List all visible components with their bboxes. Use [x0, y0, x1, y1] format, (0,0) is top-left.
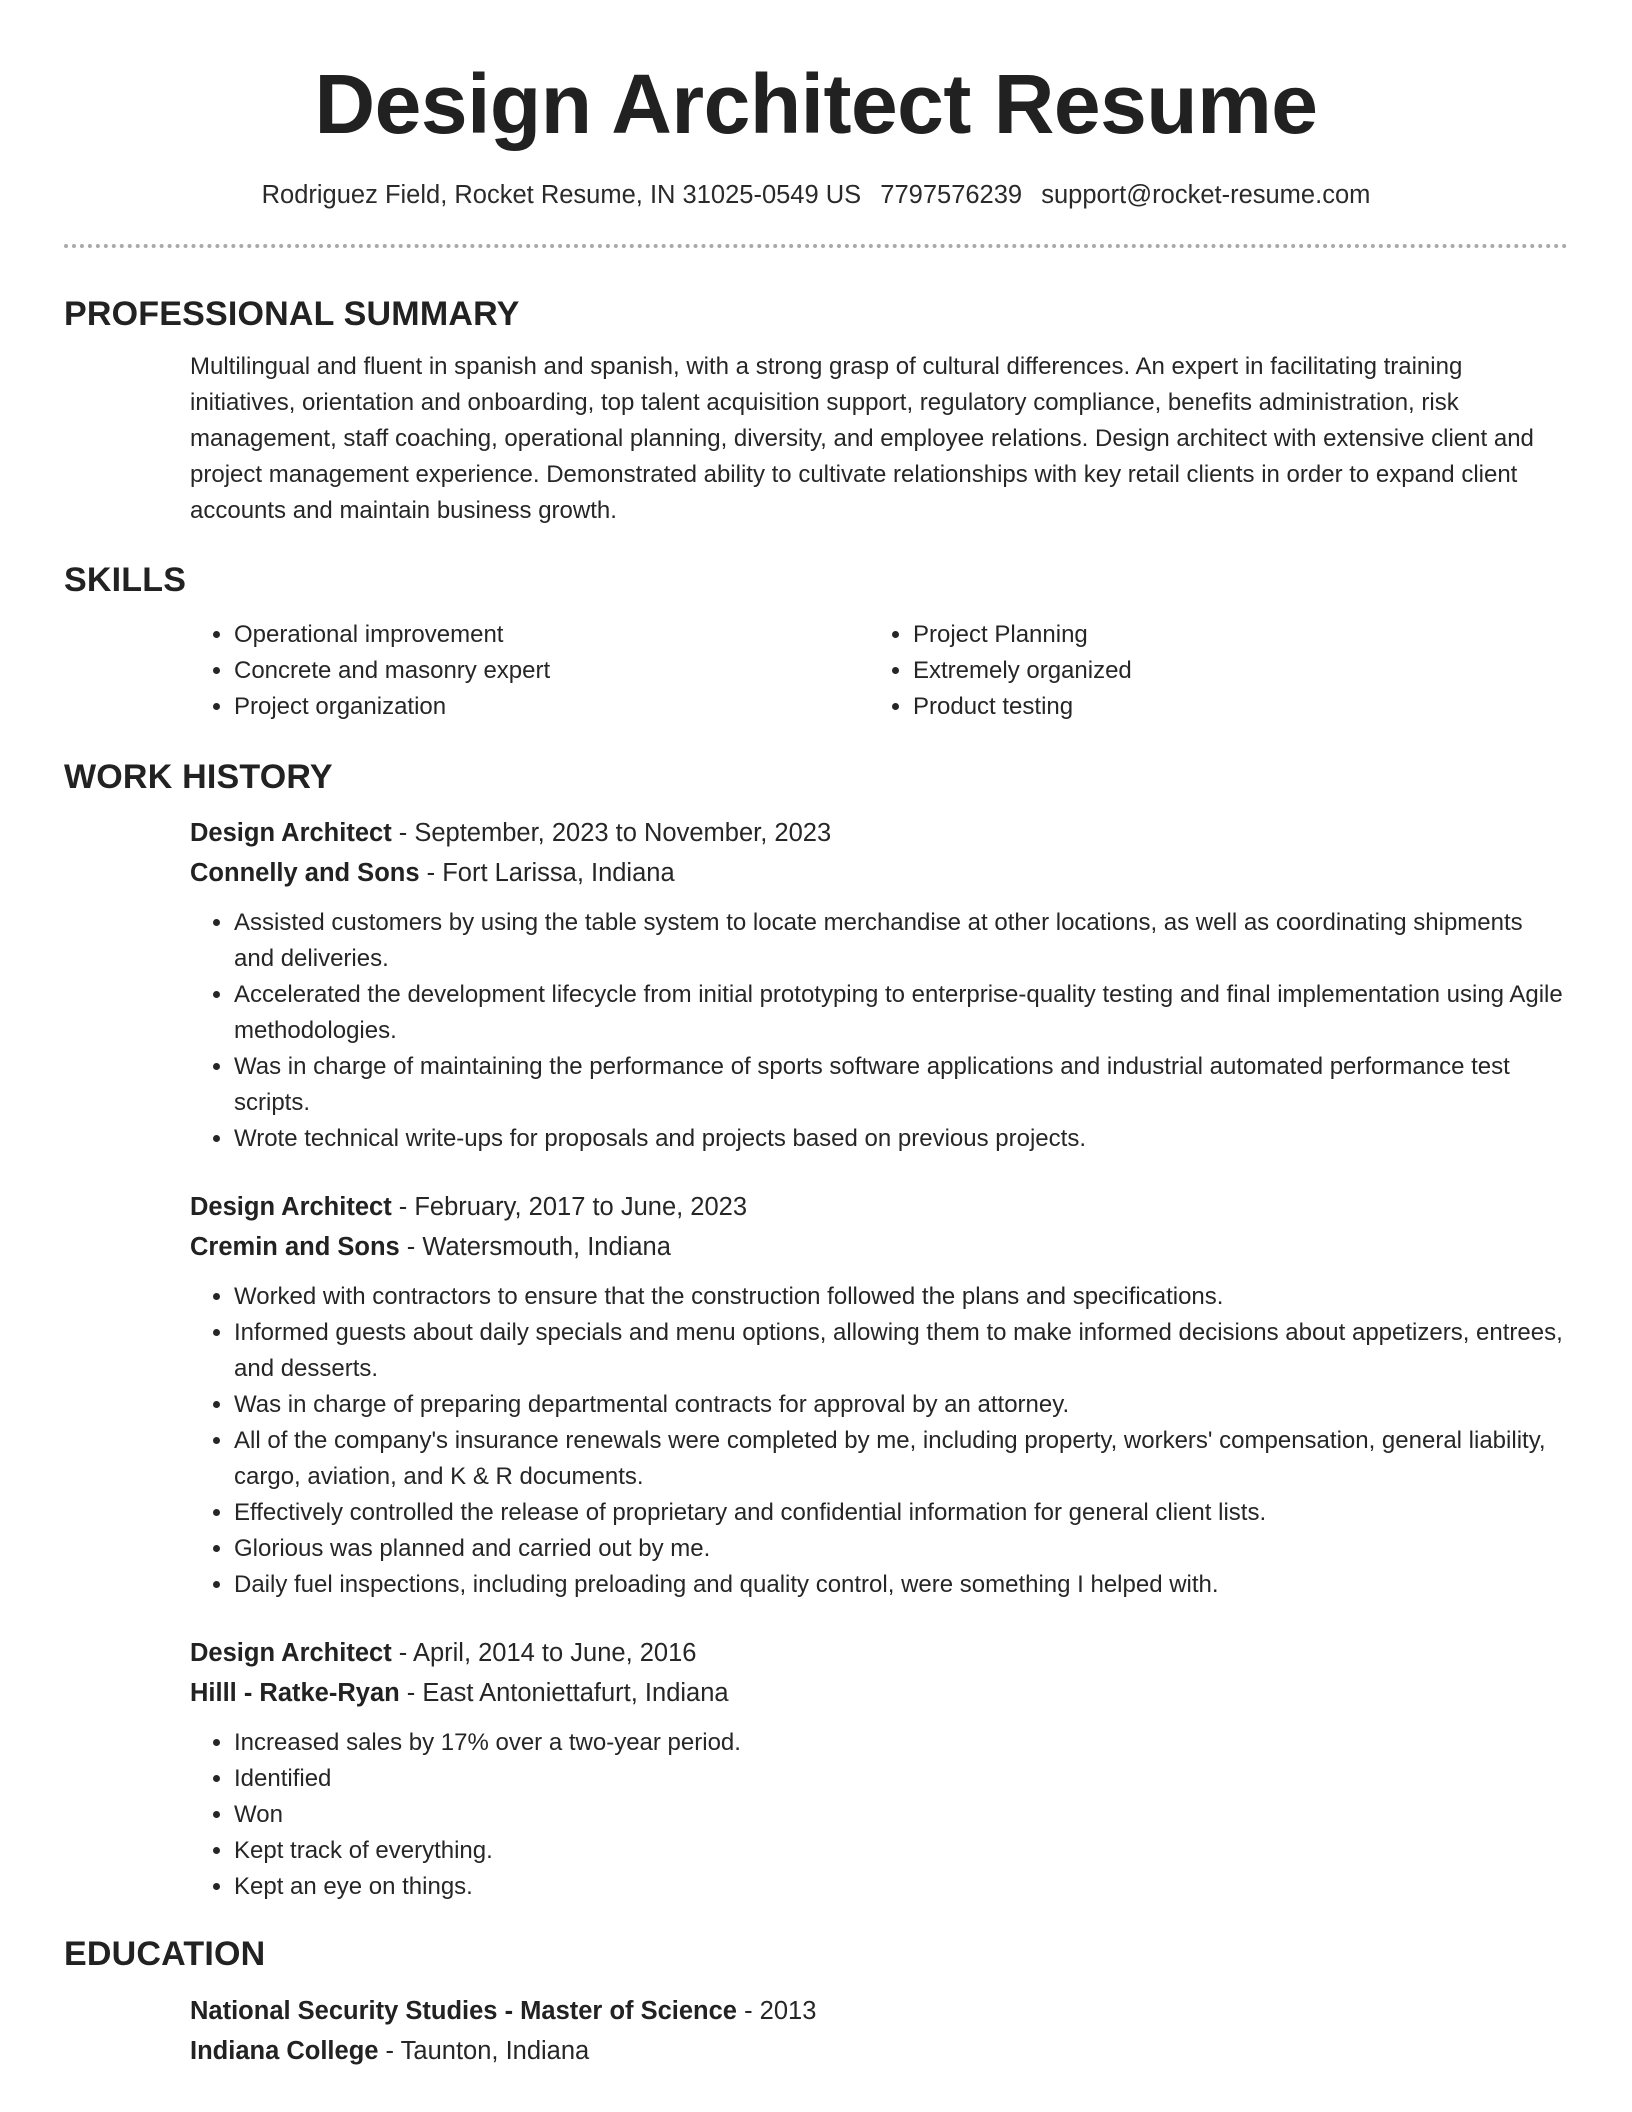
job-entry — [190, 1633, 1568, 1905]
job-title: Design Architect — [190, 1193, 392, 1221]
job-bullet: • Kept track of everything. — [234, 1833, 1568, 1869]
job-bullets — [64, 905, 1568, 1157]
job-bullet: • Increased sales by 17% over a two-year period. — [234, 1725, 1568, 1761]
skill-item: • Project organization — [234, 689, 869, 725]
job-title: Design Architect — [190, 1639, 392, 1667]
job-company-line — [190, 1227, 1568, 1267]
contact-address: Rodriguez Field, Rocket Resume, IN 31025-0549 US — [261, 181, 862, 209]
job-dates: - February, 2017 to June, 2023 — [391, 1193, 748, 1221]
job-location: - Watersmouth, Indiana — [399, 1233, 671, 1261]
skills-column-left — [190, 617, 869, 725]
skill-item: • Project Planning — [913, 617, 1509, 653]
job-entry — [190, 813, 1568, 1157]
job-bullet: • Glorious was planned and carried out by me. — [234, 1531, 1568, 1567]
job-bullet: • Worked with contractors to ensure that the construction followed the plans and specifications. — [234, 1279, 1568, 1315]
summary-heading: PROFESSIONAL SUMMARY — [64, 295, 520, 333]
job-company-line — [190, 1673, 1568, 1713]
job-bullet: • All of the company's insurance renewals were completed by me, including property, workers' compensation, general liability, cargo, aviation, and K & R documents. — [234, 1423, 1568, 1495]
job-title-line — [190, 1187, 1568, 1227]
education-entry — [190, 1991, 1568, 2071]
job-bullet: • Wrote technical write-ups for proposals and projects based on previous projects. — [234, 1121, 1568, 1157]
education-degree: National Security Studies - Master of Science — [190, 1997, 737, 2025]
job-bullet: • Was in charge of preparing departmental contracts for approval by an attorney. — [234, 1387, 1568, 1423]
skill-item: • Operational improvement — [234, 617, 869, 653]
resume-title: Design Architect Resume — [314, 57, 1318, 151]
job-title-line — [190, 813, 1568, 853]
job-bullet: • Won — [234, 1797, 1568, 1833]
work-history-heading: WORK HISTORY — [64, 758, 333, 796]
education-year: - 2013 — [737, 1997, 817, 2025]
job-title: Design Architect — [190, 819, 392, 847]
skills-heading: SKILLS — [64, 561, 187, 599]
education-heading: EDUCATION — [64, 1935, 266, 1973]
job-bullet: • Effectively controlled the release of proprietary and confidential information for general client lists. — [234, 1495, 1568, 1531]
job-bullet: • Was in charge of maintaining the performance of sports software applications and industrial automated performance test scripts. — [234, 1049, 1568, 1121]
job-location: - East Antoniettafurt, Indiana — [399, 1679, 729, 1707]
job-location: - Fort Larissa, Indiana — [419, 859, 675, 887]
job-company: Connelly and Sons — [190, 859, 420, 887]
skills-list — [190, 617, 1568, 725]
contact-email: support@rocket-resume.com — [1041, 181, 1371, 209]
education-location: - Taunton, Indiana — [378, 2037, 590, 2065]
contact-phone: 7797576239 — [880, 181, 1023, 209]
education-school-line — [190, 2031, 1568, 2071]
resume-page — [64, 0, 1568, 2071]
job-bullets — [64, 1279, 1568, 1603]
job-bullet: • Daily fuel inspections, including preloading and quality control, were something I helped with. — [234, 1567, 1568, 1603]
job-entry — [190, 1187, 1568, 1603]
job-bullet: • Informed guests about daily specials and menu options, allowing them to make informed decisions about appetizers, entrees, and desserts. — [234, 1315, 1568, 1387]
job-bullet: • Identified — [234, 1761, 1568, 1797]
job-company: Hilll - Ratke-Ryan — [190, 1679, 400, 1707]
job-title-line — [190, 1633, 1568, 1673]
skills-column-right — [869, 617, 1509, 725]
skill-item: • Concrete and masonry expert — [234, 653, 869, 689]
header-divider — [64, 244, 1568, 248]
job-dates: - September, 2023 to November, 2023 — [391, 819, 832, 847]
summary-text: Multilingual and fluent in spanish and spanish, with a strong grasp of cultural differences. An expert in facilitating training initiatives, orientation and onboarding, top talent acquisition support, regulatory compliance, benefits administration, risk management, staff coaching, operational planning, diversity, and employee relations. Design architect with extensive client and project management experience. Demonstrated ability to cultivate relationships with key retail clients in order to expand client accounts and maintain business growth. — [190, 353, 1534, 524]
skill-item: • Extremely organized — [913, 653, 1509, 689]
job-bullet: • Kept an eye on things. — [234, 1869, 1568, 1905]
education-school: Indiana College — [190, 2037, 379, 2065]
job-dates: - April, 2014 to June, 2016 — [391, 1639, 697, 1667]
job-company-line — [190, 853, 1568, 893]
skill-item: • Product testing — [913, 689, 1509, 725]
job-bullets — [64, 1725, 1568, 1905]
education-degree-line — [190, 1991, 1568, 2031]
job-company: Cremin and Sons — [190, 1233, 400, 1261]
job-bullet: • Assisted customers by using the table system to locate merchandise at other locations, as well as coordinating shipments and deliveries. — [234, 905, 1568, 977]
job-bullet: • Accelerated the development lifecycle from initial prototyping to enterprise-quality testing and final implementation using Agile methodologies. — [234, 977, 1568, 1049]
contact-line — [64, 181, 1568, 210]
